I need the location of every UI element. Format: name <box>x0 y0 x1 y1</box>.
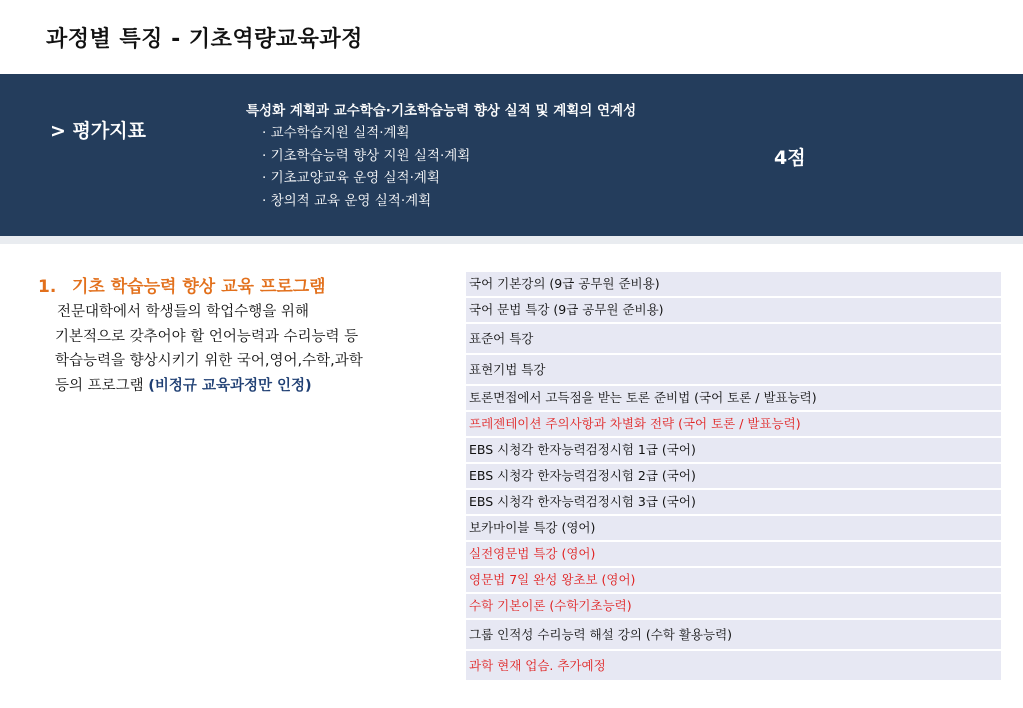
table-row <box>466 354 1001 385</box>
program-cell: EBS 시청각 한자능력검정시험 1급 (국어) <box>466 437 1001 463</box>
banner-divider <box>0 236 1023 244</box>
evaluation-banner <box>0 74 1023 236</box>
program-cell: 국어 기본강의 (9급 공무원 준비용) <box>466 272 1001 297</box>
section-heading <box>38 272 326 297</box>
table-row <box>466 593 1001 619</box>
table-row <box>466 385 1001 411</box>
program-cell: 보카마이블 특강 (영어) <box>466 515 1001 541</box>
criteria-title: 특성화 계획과 교수학습·기초학습능력 향상 실적 및 계획의 연계성 <box>246 103 637 119</box>
program-cell: EBS 시청각 한자능력검정시험 3급 (국어) <box>466 489 1001 515</box>
criteria-item: · 창의적 교육 운영 실적·계획 <box>262 193 432 210</box>
table-row <box>466 411 1001 437</box>
program-cell: EBS 시청각 한자능력검정시험 2급 (국어) <box>466 463 1001 489</box>
criteria-item: · 기초학습능력 향상 지원 실적·계획 <box>262 147 471 164</box>
table-row <box>466 541 1001 567</box>
table-row <box>466 515 1001 541</box>
program-cell: 토론면접에서 고득점을 받는 토론 준비법 (국어 토론 / 발표능력) <box>466 385 1001 411</box>
table-row <box>466 489 1001 515</box>
program-cell: 프레젠테이션 주의사항과 차별화 전략 (국어 토론 / 발표능력) <box>466 411 1001 437</box>
table-row <box>466 463 1001 489</box>
criteria-block <box>246 100 636 213</box>
criteria-item: · 기초교양교육 운영 실적·계획 <box>262 170 440 187</box>
description-line <box>55 374 425 399</box>
program-cell: 국어 문법 특강 (9급 공무원 준비용) <box>466 297 1001 323</box>
program-cell: 과학 현재 업슴. 추가예정 <box>466 650 1001 681</box>
description-line: 전문대학에서 학생들의 학업수행을 위해 <box>57 304 309 320</box>
table-row <box>466 567 1001 593</box>
description-line-text: 등의 프로그램 <box>55 377 149 394</box>
description-line: 학습능력을 향상시키기 위한 국어,영어,수학,과학 <box>55 353 363 369</box>
criteria-item: · 교수학습지원 실적·계획 <box>262 125 410 141</box>
program-cell: 표준어 특강 <box>466 323 1001 354</box>
table-row <box>466 297 1001 323</box>
description-emphasis: (비정규 교육과정만 인정) <box>148 377 312 394</box>
program-cell: 수학 기본이론 (수학기초능력) <box>466 593 1001 619</box>
program-cell: 영문법 7일 완성 왕초보 (영어) <box>466 567 1001 593</box>
score-value: 4점 <box>774 147 806 169</box>
description-line: 기본적으로 갖추어야 할 언어능력과 수리능력 등 <box>55 328 359 345</box>
table-row <box>466 272 1001 297</box>
table-row <box>466 619 1001 650</box>
table-row <box>466 650 1001 681</box>
section-number: 1. <box>38 277 57 297</box>
table-row <box>466 323 1001 354</box>
program-cell: 표현기법 특강 <box>466 354 1001 385</box>
table-row <box>466 437 1001 463</box>
section-description <box>55 300 425 398</box>
section-heading-text: 기초 학습능력 향상 교육 프로그램 <box>72 277 326 297</box>
program-table <box>466 272 1001 682</box>
program-cell: 실전영문법 특강 (영어) <box>466 541 1001 567</box>
page-title: 과정별 특징 - 기초역량교육과정 <box>46 27 363 52</box>
evaluation-label: > 평가지표 <box>50 120 146 142</box>
program-cell: 그룹 인적성 수리능력 해설 강의 (수학 활용능력) <box>466 619 1001 650</box>
